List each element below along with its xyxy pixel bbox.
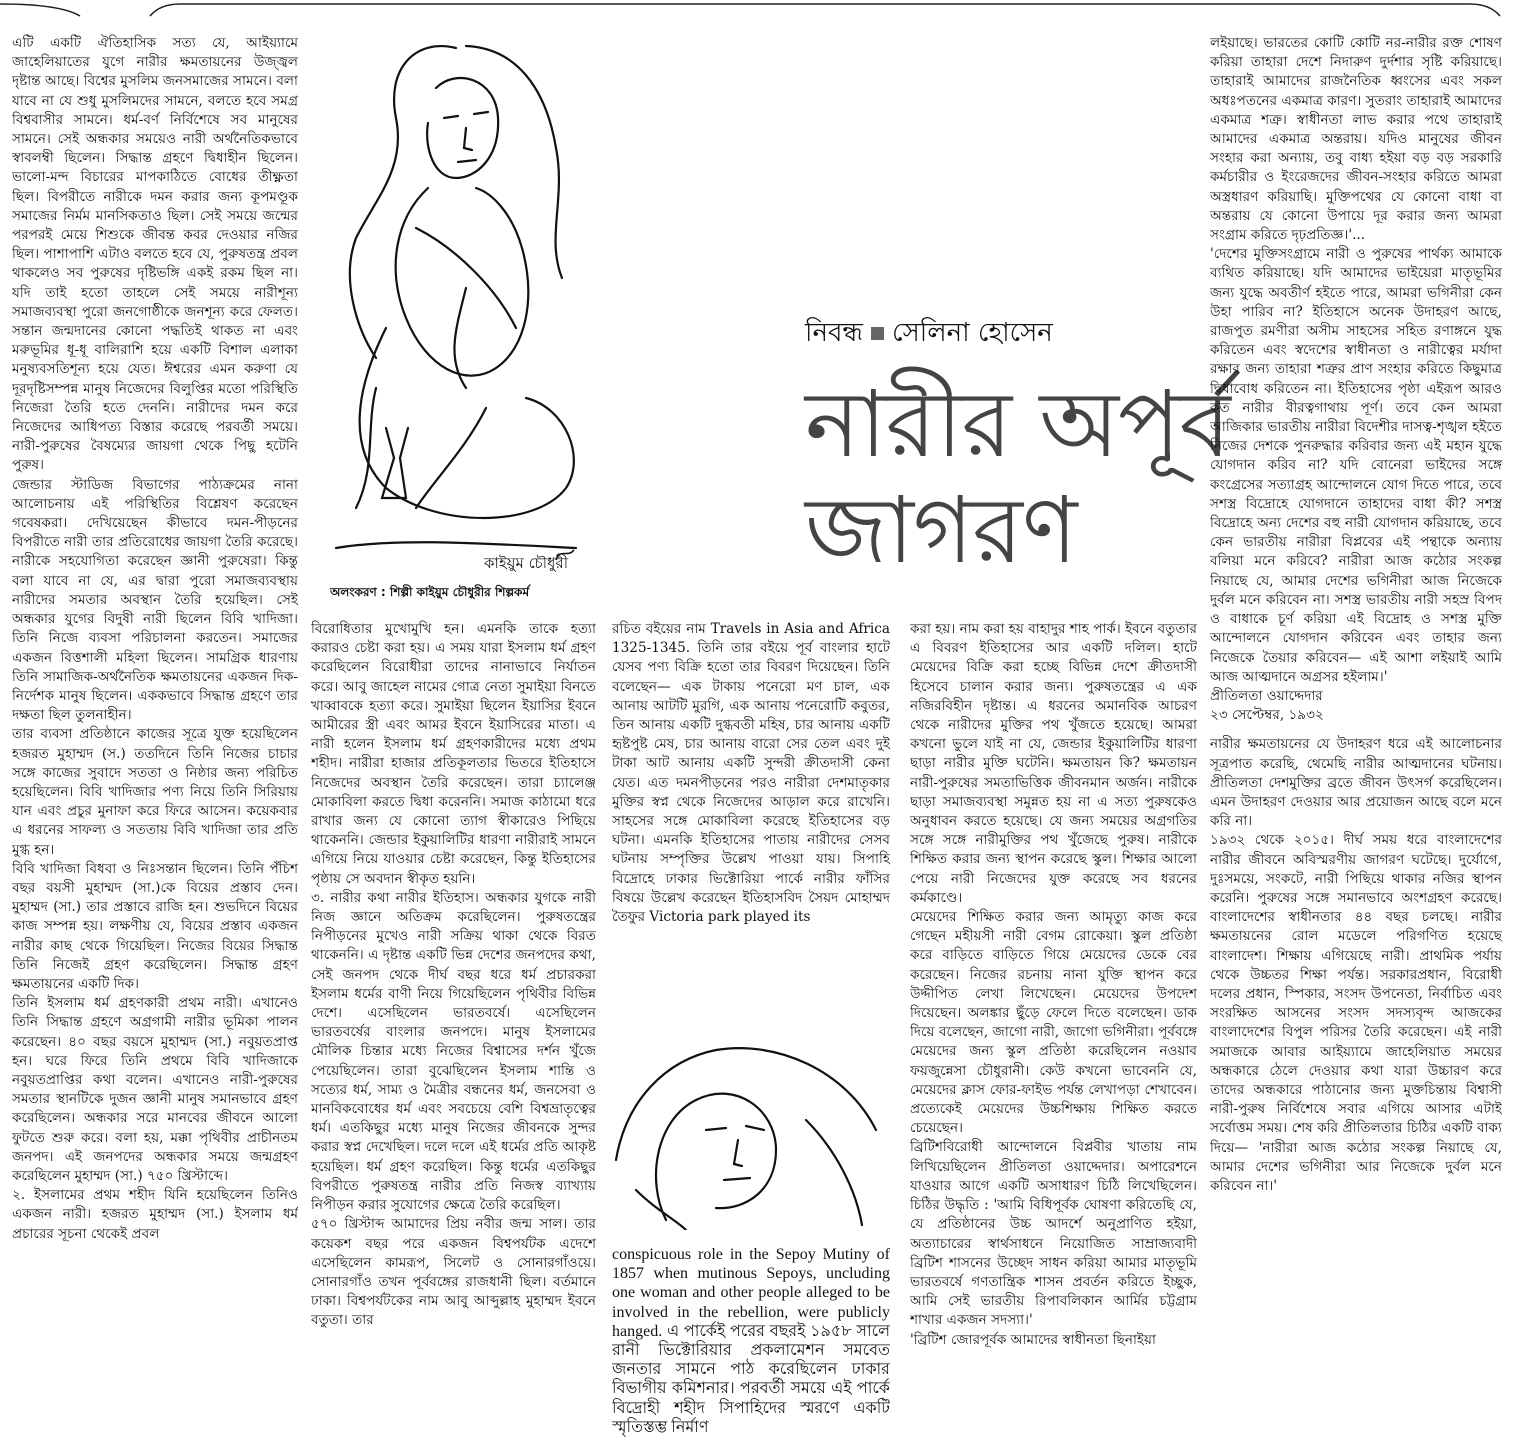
paragraph: 'দেশের মুক্তিসংগ্রামে নারী ও পুরুষের পার্থক্য আমাকে ব্যথিত করিয়াছে। যদি আমাদের ভাইয়েরা মাতৃভূমির জন্য যুদ্ধে অবতীর্ণ হইতে পারে, আমরা ভগিনীরা কেন উহা পারিব না? ইতিহাসে অনেক উদাহরণ আছে, রাজপুত রমণীরা অসীম সাহসের সহিত রণাঙ্গনে যুদ্ধ করিতেন এবং স্বদেশের স্বাধীনতা ও নারীত্বের মর্যাদা রক্ষার জন্য তাহারা শত্রুর প্রাণ সংহার করিতে কিছুমাত্র দ্বিধাবোধ করিতেন না। ইতিহাসের পৃষ্ঠা এইরূপ আরও কত নারীর বীরত্বগাথায় পূর্ণ। তবে কেন আমরা আজিকার ভারতীয় নারীরা বিদেশীর দাসত্ব-শৃঙ্খল হইতে নিজের দেশকে পুনরুদ্ধার করিবার জন্য এই মহান যুদ্ধে যোগদান করিব না? যদি বোনেরা ভাইদের সঙ্গে কংগ্রেসের সত্যাগ্রহ আন্দোলনে যোগ দিতে পারে, তবে সশস্ত্র বিদ্রোহে যোগদানে তাহাদের বাধা কী? সশস্ত্র বিদ্রোহে অন্য দেশের বহু নারী যোগদান করিয়াছে, তবে কেন ভারতীয় নারীরা বিপ্লবের এই পন্থাকে অন্যায় বলিয়া মনে করিবে? নারীরা আজ কঠোর সংকল্প নিয়াছে যে, আমার দেশের ভগিনীরা আজ নিজেকে দুর্বল মনে করিবেন না। সশস্ত্র ভারতীয় নারী সহস্র বিপদ ও বাধাকে চূর্ণ করিয়া এই বিদ্রোহ ও সশস্ত্র মুক্তি আন্দোলনে যোগদান করিবেন এবং তাহার জন্য নিজেকে তৈয়ার করিবেন— এই আশা লইয়াই আমি আজ আত্মদানে অগ্রসর হইলাম।'	[1210, 246, 1502, 685]
paragraph: 'ব্রিটিশ জোরপূর্বক আমাদের স্বাধীনতা ছিনাইয়া	[910, 1331, 1156, 1348]
paragraph: বিরোধিতার মুখোমুখি হন। এমনকি তাকে হত্যা করারও চেষ্টা করা হয়। এ সময় যারা ইসলাম ধর্ম গ্রহণ করেছিলেন বিরোধীরা তাদের নানাভাবে নির্যাতন করে। আবু জাহেল নামের গোত্র নেতা সুমাইয়া বিনতে খাব্বাবকে হত্যা করে। সুমাইয়া ছিলেন ইয়াসির ইবনে আমীরের স্ত্রী এবং আমর ইবনে ইয়াসিরের মাতা। এ নারী হলেন ইসলাম ধর্ম গ্রহণকারীদের মধ্যে প্রথম শহীদ। নারীরা হাজার প্রতিকূলতার ভিতরে ইতিহাসে নিজেদের অবস্থান তৈরি করেছেন। তারা চ্যালেঞ্জ মোকাবিলা করতে দ্বিধা করেননি। সমাজ কাঠামো ধরে রাখার জন্য যে কোনো ত্যাগ স্বীকারেও পিছিয়ে থাকেননি। জেন্ডার ইকুয়ালিটির ধারণা নারীরাই সামনে এগিয়ে নিয়ে যাওয়ার চেষ্টা করেছেন, কিন্তু ইতিহাসের পৃষ্ঠায় সে অবদান স্বীকৃত হয়নি।	[311, 621, 596, 887]
paragraph: রচিত বইয়ের নাম Travels in Asia and Africa 1325-1345. তিনি তার বইয়ে পূর্ব বাংলার হাটে যেসব পণ্য বিক্রি হতো তার বিবরণ দিয়েছেন। তিনি বলেছেন— এক টাকায় পনেরো মণ চাল, এক আনায় আটটি মুরগি, এক আনায় পনেরোটি কবুতর, তিন আনায় একটি দুগ্ধবতী মহিষ, চার আনায় একটি হৃষ্টপুষ্ট মেষ, চার আনায় বারো সের তেল এবং দুই টাকা আট আনায় একটি সুন্দরী ক্রীতদাসী কেনা যেত। এত দমনপীড়নের পরও নারীরা দেশমাতৃকার মুক্তির স্বপ্ন থেকে নিজেদের আড়াল করে রাখেনি। সাহসের সঙ্গে মোকাবিলা করেছে ইতিহাসের বড় ঘটনা। এমনকি ইতিহাসের পাতায় নারীদের সেসব ঘটনায় সম্পৃক্তির উল্লেখ পাওয়া যায়। সিপাহি বিদ্রোহে ঢাকার ভিক্টোরিয়া পার্কে নারীর ফাঁসির বিষয়ে উল্লেখ করেছেন ইতিহাসবিদ সৈয়দ মোহাম্মদ তৈফুর Victoria park played its	[612, 621, 890, 926]
article-headline	[805, 372, 1230, 584]
paragraph: করা হয়। নাম করা হয় বাহাদুর শাহ পার্ক। ইবনে বতুতার এ বিবরণ ইতিহাসের আর একটি দলিল। হাটে মেয়েদের বিক্রি করা হচ্ছে বিভিন্ন দেশে ক্রীতদাসী হিসেবে চালান করার জন্য। পুরুষতন্ত্রের এ এক নজিরবিহীন দৃষ্টান্ত। এ ধরনের অমানবিক আচরণ থেকে নারীদের মুক্তির পথ খুঁজতে হয়েছে। আমরা কখনো ভুলে যাই না যে, জেন্ডার ইকুয়ালিটির ধারণা ছাড়া নারীর মুক্তি ঘটেনি। ক্ষমতায়ন কি? ক্ষমতায়ন নারী-পুরুষের সমতাভিত্তিক জীবনমান অর্জন। নারীকে ছাড়া সমাজব্যবস্থা সমুন্নত হয় না এ সত্য পুরুষকেও অনুধাবন করতে হয়েছে। যে জন্য সময়ের অগ্রগতির সঙ্গে সঙ্গে নারীমুক্তির পথ খুঁজেছে পুরুষ। নারীকে শিক্ষিত করার জন্য স্থাপন করেছে স্কুল। শিক্ষার আলো পেয়ে নারী নিজেদের যুক্ত করেছে সব ধরনের কর্মকাণ্ডে।	[910, 621, 1197, 906]
section-label: নিবন্ধ	[805, 318, 864, 348]
article-column-2	[311, 620, 596, 1440]
author-name: সেলিনা হোসেন	[892, 318, 1053, 348]
paragraph: ১৯৩২ থেকে ২০১৫। দীর্ঘ সময় ধরে বাংলাদেশের নারীর জীবনে অবিস্মরণীয় জাগরণ ঘটেছে। দুর্যোগে, দুঃসময়ে, সংকটে, নারী পিছিয়ে থাকার নজির স্থাপন করেনি। পুরুষের সঙ্গে সমানভাবে অংশগ্রহণ করেছে। বাংলাদেশের স্বাধীনতার ৪৪ বছর চলছে। নারীর ক্ষমতায়নের রোল মডেলে পরিগণিত হয়েছে বাংলাদেশ। শিক্ষায় এগিয়েছে নারী। প্রাথমিক পর্যায় থেকে উচ্চতর শিক্ষা পর্যন্ত। সরকারপ্রধান, বিরোধী দলের প্রধান, স্পিকার, সংসদ উপনেতা, নির্বাচিত এবং সংরক্ষিত আসনের সংসদ সদস্যবৃন্দ আজকের বাংলাদেশের বিপুল পরিসর তৈরি করেছেন। এই নারী সমাজকে আবার আইয়্যামে জাহেলিয়াত সময়ের অন্ধকারে ঠেলে দেওয়ার কথা যারা উচ্চারণ করে তাদের অন্ধকারে পাঠানোর জন্য মুক্তচিন্তায় বিশ্বাসী নারী-পুরুষ নির্বিশেষে সবার এগিয়ে আসার এটাই সর্বোত্তম সময়। শেষ করি প্রীতিলতার চিঠির একটি বাক্য দিয়ে— 'নারীরা আজ কঠোর সংকল্প নিয়াছে যে, আমার দেশের ভগিনীরা আর নিজেকে দুর্বল মনে করিবেন না।'	[1210, 832, 1502, 1194]
paragraph: তিনি ইসলাম ধর্ম গ্রহণকারী প্রথম নারী। এখানেও তিনি সিদ্ধান্ত গ্রহণে অগ্রগামী নারীর ভূমিকা পালন করেছেন। ৪০ বছর বয়সে মুহাম্মদ (সা.) নবুয়তপ্রাপ্ত হন। ঘরে ফিরে তিনি প্রথমে বিবি খাদিজাকে নবুয়তপ্রাপ্তির কথা বলেন। এখানেও নারী-পুরুষের সমতার স্থানটিকে দুজন জ্ঞানী মানুষ সমানভাবে গ্রহণ করেছিলেন। অন্ধকার সরে মানবের জীবনে আলো ফুটতে শুরু করে। বলা হয়, মক্কা পৃথিবীর প্রাচীনতম জনপদ। এই জনপদের অন্ধকার সময়ে জন্মগ্রহণ করেছিলেন মুহাম্মদ (সা.) ৭৫০ খ্রিস্টাব্দে।	[12, 995, 298, 1184]
paragraph: ৫৭০ খ্রিস্টাব্দ আমাদের প্রিয় নবীর জন্ম সাল। তার কয়েকশ বছর পরে একজন বিশ্বপর্যটক এদেশে এসেছিলেন কামরূপ, সিলেট ও সোনারগাঁওয়ে। সোনারগাঁও তখন পূর্ববঙ্গের রাজধানী ছিল। বর্তমানে ঢাকা। বিশ্বপর্যটকের নাম আবু আব্দুল্লাহ মুহাম্মদ ইবনে বতুতা। তার	[311, 1216, 596, 1329]
letter-signature-date: ২৩ সেপ্টেম্বর, ১৯৩২	[1210, 707, 1324, 724]
article-rubric	[805, 312, 1053, 356]
paragraph: তার ব্যবসা প্রতিষ্ঠানে কাজের সূত্রে যুক্ত হয়েছিলেন হজরত মুহাম্মদ (স.) ততদিনে তিনি নিজের চাচার সঙ্গে কাজের সুবাদে সততা ও নিষ্ঠার জন্য পরিচিত হয়েছিলেন। বিবি খাদিজার পণ্য নিয়ে তিনি সিরিয়ায় যান এবং প্রচুর মুনাফা করে ফিরে আসেন। কয়েকবার এ ধরনের সাফল্য ও সততায় বিবি খাদিজা তার প্রতি মুগ্ধ হন।	[12, 726, 298, 858]
article-column-1	[12, 34, 298, 1444]
paragraph: ৩. নারীর কথা নারীর ইতিহাস। অন্ধকার যুগকে নারী নিজ জ্ঞানে অতিক্রম করেছিলেন। পুরুষতন্ত্রের নিপীড়নের মুখেও নারী সক্রিয় থাকা থেকে বিরত থাকেননি। এ দৃষ্টান্ত একটি ভিন্ন দেশের জনপদের কথা, সেই জনপদ থেকে দীর্ঘ বছর ধরে ধর্ম প্রচারকরা ইসলাম ধর্মের বাণী নিয়ে গিয়েছিলেন পৃথিবীর বিভিন্ন দেশে। এসেছিলেন ভারতবর্ষে। এসেছিলেন ভারতবর্ষের বাংলার জনপদে। মানুষ ইসলামের মৌলিক চিন্তার মধ্যে নিজের বিশ্বাসের দর্শন খুঁজে পেয়েছিলেন। তারা বুঝেছিলেন ইসলাম শান্তি ও সত্যের ধর্ম, সাম্য ও মৈত্রীর বন্ধনের ধর্ম, জনসেবা ও মানবিকবোধের ধর্ম এবং সবচেয়ে বেশি বিশ্বভ্রাতৃত্বের ধর্ম। এতকিছুর মধ্যে মানুষ নিজের জীবনকে সুন্দর করার স্বপ্ন দেখেছিল। দলে দলে এই ধর্মের প্রতি আকৃষ্ট হয়েছিল। ধর্ম গ্রহণ করেছিল। কিন্তু ধর্মের এতকিছুর বিপরীতে পুরুষতন্ত্র নারীর প্রতি নিজস্ব ব্যাখ্যায় নিপীড়ন করার সুযোগের ক্ষেত্রে তৈরি করেছিল।	[311, 889, 596, 1214]
woman-face-sketch-illustration	[606, 1040, 890, 1230]
letter-signature-name: প্রীতিলতা ওয়াদ্দেদার	[1210, 687, 1323, 704]
paragraph: নারীর ক্ষমতায়নের যে উদাহরণ ধরে এই আলোচনার সূত্রপাত করেছি, থেমেছি নারীর আত্মদানের ঘটনায়। প্রীতিলতা দেশমুক্তির ব্রতে জীবন উৎসর্গ করেছিলেন। এমন উদাহরণ দেওয়ার আর প্রয়োজন আছে বলে মনে করি না।	[1210, 736, 1502, 830]
woman-line-drawing-illustration	[316, 28, 592, 588]
paragraph: এটি একটি ঐতিহাসিক সত্য যে, আইয়্যামে জাহেলিয়াতের যুগে নারীর ক্ষমতায়নের উজ্জ্বল দৃষ্টান্ত আছে। বিশ্বের মুসলিম জনসমাজের সামনে। বলা যাবে না যে শুধু মুসলিমদের সামনে, বলতে হবে সমগ্র বিশ্ববাসীর সামনে। ধর্ম-বর্ণ নির্বিশেষে সব মানুষের সামনে। সেই অন্ধকার সময়েও নারী অর্থনৈতিকভাবে স্বাবলম্বী ছিলেন। সিদ্ধান্ত গ্রহণে দ্বিধাহীন ছিলেন। ভালো-মন্দ বিচারের মাপকাঠিতে বোধের তীক্ষ্ণতা ছিল। বিপরীতে নারীকে দমন করার জন্য কূপমণ্ডূক সমাজের নির্মম মানসিকতাও ছিল। সেই সময়ে জন্মের পরপরই মেয়ে শিশুকে জীবন্ত কবর দেওয়ার নজির ছিল। পাশাপাশি এটাও বলতে হবে যে, পুরুষতন্ত্র প্রবল থাকলেও সব পুরুষের দৃষ্টিভঙ্গি একই রকম ছিল না। যদি তাই হতো তাহলে সেই সময়ে নারীশূন্য সমাজব্যবস্থা পুরো জনগোষ্ঠীকে জনশূন্য করে ফেলত। সন্তান জন্মদানের কোনো পদ্ধতিই থাকত না এবং মরুভূমির ধূ-ধূ বালিরাশি হয়ে একটি বিশাল এলাকা মনুষ্যবসতিশূন্য হয়ে যেত। ঈশ্বরের এমন করুণা যে দূরদৃষ্টিসম্পন্ন মানুষ নিজেদের বিলুপ্তির মতো পরিস্থিতি নিজেরা তৈরি হতে দেননি। নারীদের দমন করে নিজেদের আধিপত্য বিস্তার করেছে পরবর্তী সময়ে। নারী-পুরুষের বৈষম্যের জায়গা থেকে পিছু হটেনি পুরুষ।	[12, 35, 298, 474]
paragraph: লইয়াছে। ভারতের কোটি কোটি নর-নারীর রক্ত শোষণ করিয়া তাহারা দেশে নিদারুণ দুর্দশার সৃষ্টি করিয়াছে। তাহারাই আমাদের রাজনৈতিক ধ্বংসের এবং সকল অধঃপতনের একমাত্র কারণ। সুতরাং তাহারাই আমাদের একমাত্র শত্রু। স্বাধীনতা লাভ করার পথে তাহারাই আমাদের একমাত্র অন্তরায়। যদিও মানুষের জীবন সংহার করা অন্যায়, তবু বাধ্য হইয়া বড় বড় সরকারি কর্মচারীর ও ইংরেজদের জীবন-সংহার করিতে আমরা অস্ত্রধারণ করিয়াছি। মুক্তিপথের যে কোনো বাধা বা অন্তরায় যে কোনো উপায়ে দূর করার জন্য আমরা সংগ্রাম করিতে দৃঢ়প্রতিজ্ঞ।'...	[1210, 35, 1502, 244]
paragraph: ব্রিটিশবিরোধী আন্দোলনে বিপ্লবীর খাতায় নাম লিখিয়েছিলেন প্রীতিলতা ওয়াদ্দেদার। অপারেশনে যাওয়ার আগে একটি অসাধারণ চিঠি লিখেছিলেন। চিঠির উদ্ধৃতি : 'আমি বিধিপূর্বক ঘোষণা করিতেছি যে, যে প্রতিষ্ঠানের উচ্চ আদর্শে অনুপ্রাণিত হইয়া, অত্যাচারের স্বার্থসাধনে নিয়োজিত সাম্রাজ্যবাদী ব্রিটিশ শাসনের উচ্ছেদ সাধন করিয়া আমার মাতৃভূমি ভারতবর্ষে গণতান্ত্রিক শাসন প্রবর্তন করিতে ইচ্ছুক, আমি সেই ভারতীয় রিপাবলিকান আর্মির চট্টগ্রাম শাখার একজন সদস্যা।'	[910, 1139, 1197, 1329]
headline-line-1: নারীর অপূর্ব	[805, 371, 1230, 478]
headline-line-2: জাগরণ	[805, 477, 1077, 584]
paragraph: জেন্ডার স্টাডিজ বিভাগের পাঠ্যক্রমের নানা আলোচনায় এই পরিস্থিতির বিশ্লেষণ করেছেন গবেষকরা। দেখিয়েছেন কীভাবে দমন-পীড়নের বিপরীতে নারী তার প্রতিরোধের জায়গা তৈরি করেছে। নারীকে সহযোগিতা করেছেন জ্ঞানী পুরুষেরা। কিন্তু বলা যাবে না যে, এর দ্বারা পুরো সমাজব্যবস্থায় নারীদের সমতার অবস্থান তৈরি হয়েছিল। সেই অন্ধকার যুগের বিদুষী নারী ছিলেন বিবি খাদিজা। তিনি নিজে ব্যবসা পরিচালনা করতেন। সমাজের একজন বিত্তশালী মহিলা ছিলেন। সামগ্রিক ধারণায় তিনি সামাজিক-অর্থনৈতিক ক্ষমতায়নের একজন দিক-নির্দেশক মানুষ ছিলেন। এককভাবে সিদ্ধান্ত গ্রহণে তার দক্ষতা ছিল তুলনাহীন।	[12, 476, 298, 724]
square-separator-icon	[871, 327, 884, 340]
illustration-caption: অলংকরণ : শিল্পী কাইয়ুম চৌধুরীর শিল্পকর্ম	[330, 585, 530, 599]
illustration-signature: কাইয়ুম চৌধুরী	[484, 554, 569, 572]
paragraph: মেয়েদের শিক্ষিত করার জন্য আমৃত্যু কাজ করে গেছেন মহীয়সী নারী বেগম রোকেয়া। স্কুল প্রতিষ্ঠা করে বাড়িতে বাড়িতে গিয়ে মেয়েদের ডেকে বের করেছেন। নিজের রচনায় নানা যুক্তি স্থাপন করে উদ্দীপিত লেখা লিখেছেন। মেয়েদের উপদেশ দিয়েছেন। অলঙ্কার ছুঁড়ে ফেলে দিতে বলেছেন। ডাক দিয়ে বলেছেন, জাগো নারী, জাগো ভগিনীরা। পূর্ববঙ্গে মেয়েদের জন্য স্কুল প্রতিষ্ঠা করেছিলেন নওয়াব ফয়জুন্নেসা চৌধুরানী। কেউ কখনো ভাবেননি যে, মেয়েদের ক্লাস ফোর-ফাইভ পর্যন্ত লেখাপড়া শেখাবেন। প্রত্যেকেই মেয়েদের উচ্চশিক্ষায় শিক্ষিত করতে চেয়েছেন।	[910, 909, 1197, 1137]
article-column-4	[910, 620, 1197, 1440]
article-column-5	[1210, 34, 1502, 1444]
paragraph: বিবি খাদিজা বিধবা ও নিঃসন্তান ছিলেন। তিনি পঁচিশ বছর বয়সী মুহাম্মদ (সা.)কে বিয়ের প্রস্তাব দেন। মুহাম্মদ (সা.) তার প্রস্তাবে রাজি হন। শুভদিনে বিয়ের কাজ সম্পন্ন হয়। লক্ষণীয় যে, বিয়ের প্রস্তাব একজন নারীর কাছ থেকে গিয়েছিল। নিজের বিয়ের সিদ্ধান্ত তিনি নিজেই গ্রহণ করেছিলেন। সিদ্ধান্ত গ্রহণ ক্ষমতায়নের একটি দিক।	[12, 860, 298, 992]
article-column-3	[612, 620, 890, 1440]
paragraph: conspicuous role in the Sepoy Mutiny of 1857 when mutinous Sepoys, uncluding one woman and other people alleged to be involved in the rebellion, were publicly hanged. এ পার্কেই পরের বছরই ১৯৫৮ সালে রানী ভিক্টোরিয়ার প্রকলামেশন সমবেত জনতার সামনে পাঠ করেছিলেন ঢাকার বিভাগীয় কমিশনার। পরবর্তী সময়ে এই পার্কে বিদ্রোহী শহীদ সিপাহিদের স্মরণে একটি স্মৃতিস্তম্ভ নির্মাণ	[612, 1246, 890, 1436]
top-border-rule	[0, 0, 1515, 18]
paragraph: ২. ইসলামের প্রথম শহীদ যিনি হয়েছিলেন তিনিও একজন নারী। হজরত মুহাম্মদ (সা.) ইসলাম ধর্ম প্রচারের সূচনা থেকেই প্রবল	[12, 1187, 298, 1242]
